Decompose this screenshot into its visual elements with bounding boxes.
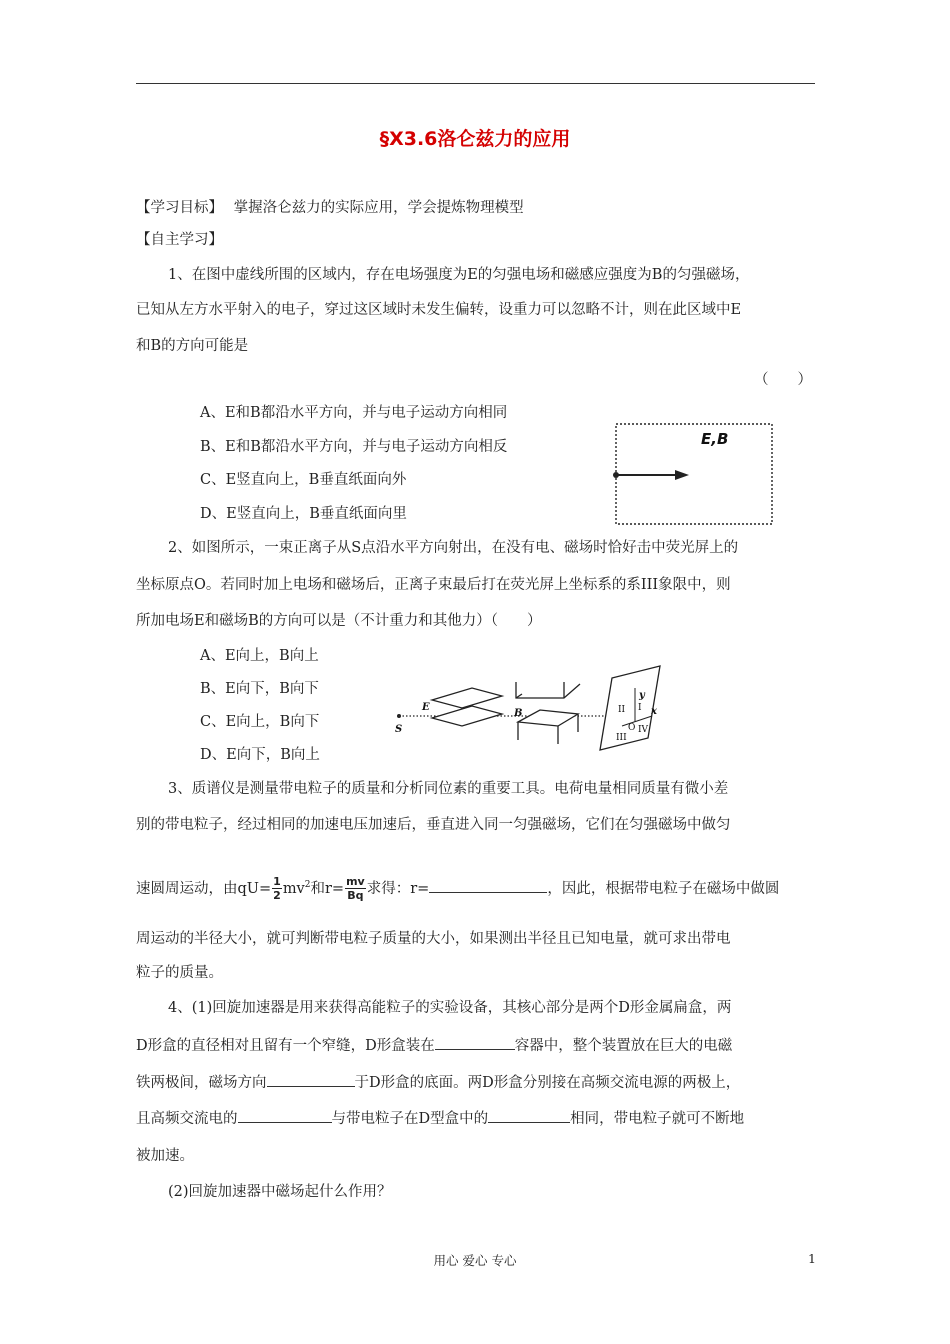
magnet-bottom-face [518, 710, 578, 726]
q1-option-b: B、E和B都沿水平方向，并与电子运动方向相反 [200, 439, 508, 455]
quadrant-iii: III [616, 733, 627, 743]
q2-text-line1: 2、如图所示，一束正离子从S点沿水平方向射出，在没有电、磁场时恰好击中荧光屏上的 [168, 540, 739, 556]
q4-line2-part-a: D形盒的直径相对且留有一个窄缝，D形盒装在 [136, 1038, 435, 1054]
q4-line2-part-b: 容器中，整个装置放在巨大的电磁 [514, 1038, 733, 1054]
q2-option-b: B、E向下，B向下 [200, 681, 319, 697]
q3-text-line1: 3、质谱仪是测量带电粒子的质量和分析同位素的重要工具。电荷电量相同质量有微小差 [168, 781, 729, 797]
source-point [397, 714, 401, 718]
q3-line3-part-e: ，因此，根据带电粒子在磁场中做圆 [547, 880, 780, 897]
origin-o: O [628, 723, 636, 733]
q1-option-a: A、E和B都沿水平方向，并与电子运动方向相同 [200, 405, 508, 421]
label-y: y [639, 690, 645, 701]
magnet-top [516, 682, 580, 698]
q3-line3-part-b: mv [282, 880, 305, 897]
q4-text-line1: 4、(1)回旋加速器是用来获得高能粒子的实验设备，其核心部分是两个D形金属扁盒，两 [168, 1000, 732, 1016]
q1-text-line2: 已知从左方水平射入的电子，穿过这区域时未发生偏转，设重力可以忽略不计，则在此区域中E [136, 302, 742, 318]
q4-line3-part-b: 于D形盒的底面。两D形盒分别接在高频交流电源的两极上， [354, 1075, 741, 1091]
frac2-numerator: mv [346, 875, 365, 889]
q1-text-line1: 1、在图中虚线所围的区域内，存在电场强度为E的匀强电场和磁感应强度为B的匀强磁场， [168, 267, 750, 283]
page-title: §X3.6洛仑兹力的应用 [379, 128, 571, 150]
q2-option-a: A、E向上，B向上 [200, 648, 319, 664]
answer-blank-field-direction[interactable] [267, 1072, 355, 1087]
quadrant-ii: II [618, 705, 626, 715]
fraction-one-half [272, 875, 282, 902]
quadrant-iv: IV [638, 725, 649, 735]
objective-text: 掌握洛仑兹力的实际应用，学会提炼物理模型 [233, 200, 524, 216]
q2-option-c: C、E向上，B向下 [200, 714, 320, 730]
frac1-numerator: 1 [273, 875, 281, 889]
q1-text-line3: 和B的方向可能是 [136, 338, 249, 354]
page-number: 1 [808, 1251, 816, 1266]
q4-line4-part-c: 相同，带电粒子就可不断地 [570, 1111, 745, 1127]
q4-line3-part-a: 铁两极间，磁场方向 [136, 1075, 267, 1091]
frac2-denominator: Bq [347, 889, 364, 903]
q3-text-line4: 周运动的半径大小，就可判断带电粒子质量的大小，如果测出半径且已知电量，就可求出带电 [136, 931, 731, 947]
answer-blank-ac-property[interactable] [238, 1108, 332, 1123]
learning-objective [136, 198, 524, 218]
eb-label: E,B [701, 430, 729, 448]
e-plate-bottom [432, 706, 502, 726]
answer-blank-radius[interactable] [429, 878, 547, 893]
arrow-right-icon [675, 470, 689, 480]
label-b: B [514, 708, 523, 719]
q4-text-line2 [136, 1035, 732, 1056]
answer-blank-particle-property[interactable] [488, 1108, 570, 1123]
fraction-mv-bq [345, 875, 366, 902]
q4-text-line4 [136, 1108, 744, 1129]
quadrant-i: I [638, 703, 642, 713]
label-x: x [651, 706, 657, 717]
q3-line3-part-d: 求得：r= [366, 880, 430, 897]
q3-text-line5: 粒子的质量。 [136, 965, 223, 981]
q2-text-line2: 坐标原点O。若同时加上电场和磁场后，正离子束最后打在荧光屏上坐标系的系III象限中，则 [136, 577, 731, 593]
header-rule [136, 83, 815, 84]
q2-apparatus-figure [390, 660, 670, 760]
q4-subquestion-2: (2)回旋加速器中磁场起什么作用？ [168, 1184, 392, 1200]
q2-text-line3: 所加电场E和磁场B的方向可以是（不计重力和其他力）（ ） [136, 613, 542, 629]
q2-option-d: D、E向下，B向上 [200, 747, 320, 763]
q3-line3-part-c: 和r= [310, 880, 345, 897]
q4-text-line3 [136, 1072, 740, 1093]
objective-label: 【学习目标】 [136, 200, 223, 216]
q1-option-c: C、E竖直向上，B垂直纸面向外 [200, 472, 407, 488]
q1-field-region-figure [605, 418, 780, 530]
q3-text-line2: 别的带电粒子，经过相同的加速电压加速后，垂直进入同一匀强磁场，它们在匀强磁场中做匀 [136, 817, 731, 833]
label-e: E [422, 702, 430, 713]
q4-line4-part-a: 且高频交流电的 [136, 1111, 238, 1127]
label-s: S [395, 724, 403, 735]
answer-blank-container[interactable] [435, 1035, 515, 1050]
self-study-label: 【自主学习】 [136, 232, 223, 248]
q4-line4-part-b: 与带电粒子在D型盒中的 [331, 1111, 489, 1127]
frac1-denominator: 2 [273, 889, 281, 903]
q1-option-d: D、E竖直向上，B垂直纸面向里 [200, 506, 407, 522]
e-plate-top [432, 688, 502, 708]
superscript-2: 2 [304, 880, 311, 890]
q3-line3-part-a: 速圆周运动，由qU= [136, 880, 272, 897]
q3-text-line3 [136, 875, 779, 902]
q4-text-line5: 被加速。 [136, 1148, 194, 1164]
footer-slogan: 用心 爱心 专心 [433, 1253, 517, 1268]
q1-answer-paren: （ ） [754, 372, 812, 388]
